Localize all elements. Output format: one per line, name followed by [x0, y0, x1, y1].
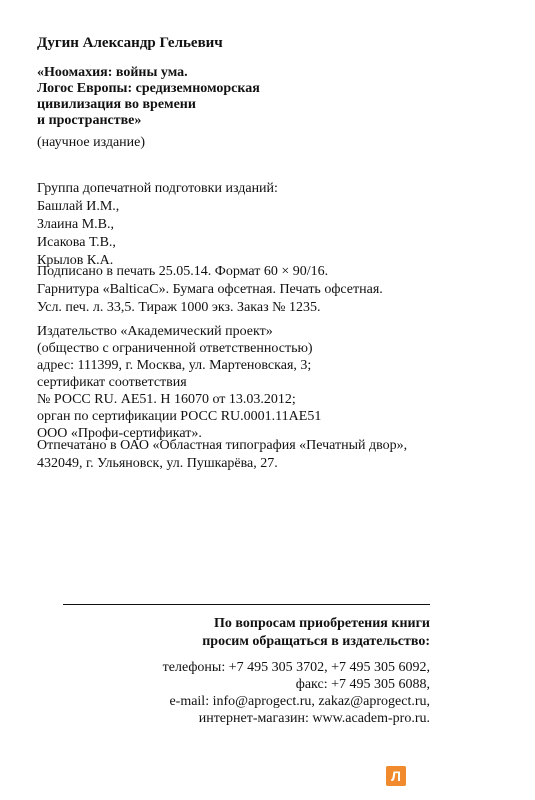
print-info-line: Гарнитура «BalticaC». Бумага офсетная. Печать офсетная.	[37, 282, 383, 297]
prepress-heading: Группа допечатной подготовки изданий:	[37, 181, 278, 196]
title-line: цивилизация во времени	[37, 97, 196, 112]
publisher-info	[37, 323, 321, 442]
title-line: Логос Европы: средиземноморская	[37, 81, 260, 96]
publisher-line: адрес: 111399, г. Москва, ул. Мартеновская, 3;	[37, 358, 312, 373]
printed-by-line: 432049, г. Ульяновск, ул. Пушкарёва, 27.	[37, 456, 278, 471]
prepress-member: Крылов К.А.	[37, 253, 114, 268]
title-line: и пространстве»	[37, 113, 142, 128]
watermark-logo-icon: Л	[386, 766, 406, 786]
contact-fax: факс: +7 495 305 6088,	[295, 677, 430, 692]
publisher-line: орган по сертификации РОСС RU.0001.11АЕ51	[37, 409, 322, 424]
print-info	[37, 263, 383, 317]
contact-email: e-mail: info@aprogect.ru, zakaz@aprogect.ru,	[169, 694, 430, 709]
publisher-line: (общество с ограниченной ответственностью)	[37, 341, 313, 356]
printed-by	[37, 437, 407, 473]
author-name: Дугин Александр Гельевич	[37, 35, 223, 51]
title-line: «Ноомахия: войны ума.	[37, 65, 188, 80]
book-title	[37, 65, 260, 129]
contacts-details	[163, 659, 430, 727]
contacts-heading-line: По вопросам приобретения книги	[214, 616, 430, 631]
divider-rule	[63, 604, 430, 605]
publisher-line: ООО «Профи-сертификат».	[37, 426, 202, 441]
contacts-heading	[202, 615, 430, 651]
prepress-member: Злаина М.В.,	[37, 217, 115, 232]
prepress-member: Исакова Т.В.,	[37, 235, 116, 250]
print-info-line: Усл. печ. л. 33,5. Тираж 1000 экз. Заказ № 1235.	[37, 300, 321, 315]
prepress-member: Башлай И.М.,	[37, 199, 120, 214]
contacts-heading-line: просим обращаться в издательство:	[202, 634, 430, 649]
printed-by-line: Отпечатано в ОАО «Областная типография «Печатный двор»,	[37, 438, 408, 453]
contact-phones: телефоны: +7 495 305 3702, +7 495 305 6092,	[162, 660, 430, 675]
print-info-line: Подписано в печать 25.05.14. Формат 60 × 90/16.	[37, 264, 329, 279]
publisher-line: сертификат соответствия	[37, 375, 187, 390]
publisher-line: Издательство «Академический проект»	[37, 324, 273, 339]
contact-webshop: интернет-магазин: www.academ-pro.ru.	[198, 711, 430, 726]
publication-type: (научное издание)	[37, 135, 146, 150]
publisher-line: № РОСС RU. АЕ51. Н 16070 от 13.03.2012;	[37, 392, 296, 407]
prepress-group	[37, 180, 278, 270]
